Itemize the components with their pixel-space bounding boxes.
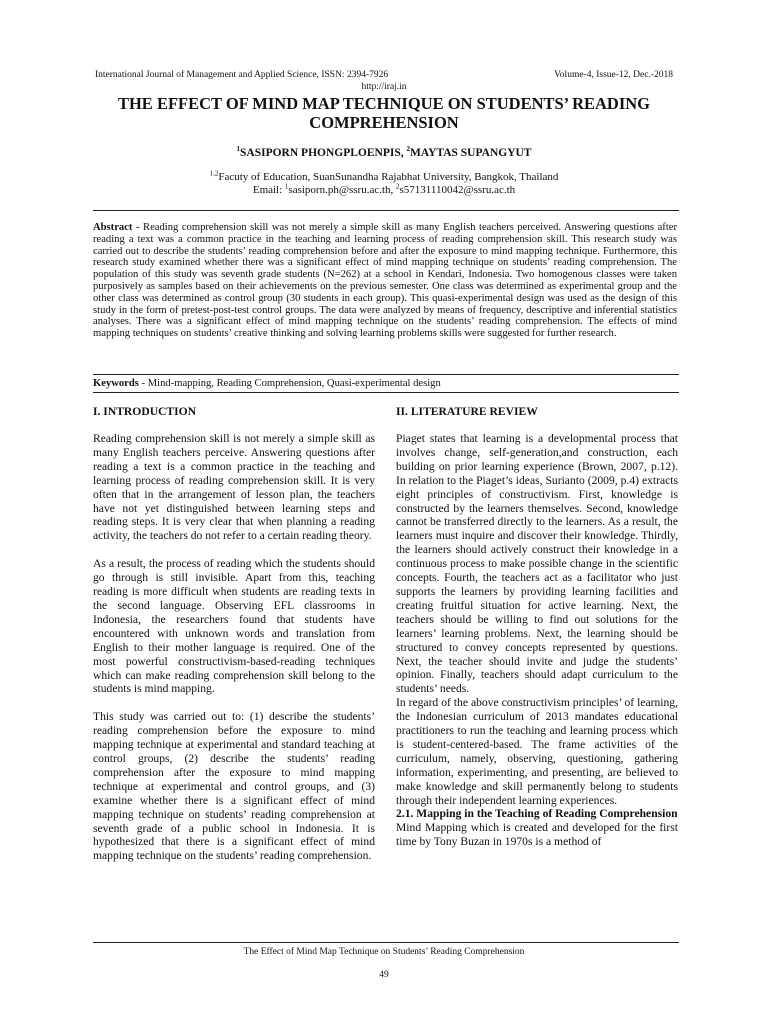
affiliation-text: Facuty of Education, SuanSunandha Rajabhat University, Bangkok, Thailand (218, 171, 559, 183)
author-1-superscript: 1 (236, 145, 241, 154)
abstract (93, 222, 677, 340)
keywords-text: - Mind-mapping, Reading Comprehension, Quasi-experimental design (138, 378, 441, 389)
mapping-subheading: 2.1. Mapping in the Teaching of Reading Comprehension (396, 807, 678, 821)
email-1: sasiporn.ph@ssru.ac.th, (288, 184, 397, 196)
mapping-paragraph: Mind Mapping which is created and developed for the first time by Tony Buzan in 1970s is a method of (396, 821, 678, 849)
author-1: SASIPORN PHONGPLOENPIS, (240, 147, 407, 159)
abstract-top-rule (93, 210, 679, 211)
journal-url: http://iraj.in (361, 82, 407, 92)
running-title-footer: The Effect of Mind Map Technique on Students’ Reading Comprehension (243, 947, 525, 957)
abstract-label: Abstract - (93, 222, 144, 233)
authors (0, 146, 768, 160)
page-number: 49 (379, 970, 389, 980)
email-prefix: Email: (252, 184, 285, 196)
right-column (396, 405, 678, 849)
author-2: MAYTAS SUPANGYUT (409, 147, 532, 159)
keywords (93, 378, 677, 390)
email-2-superscript: 2 (396, 182, 400, 191)
introduction-heading: I. INTRODUCTION (93, 405, 197, 418)
introduction-paragraph-1: Reading comprehension skill is not merely a simple skill as many English teachers perceive. Answering questions after reading a text is a common practice in the teaching and learning process of reading comprehension skill. It is very often that in the arrangement of lesson plan, the teachers have not yet distinguished between learning steps and reading steps. It is very clear that when planning a reading activity, the teachers do not refer to a certain reading theory. (93, 432, 375, 543)
literature-review-heading: II. LITERATURE REVIEW (396, 405, 538, 418)
keywords-top-rule (93, 374, 679, 375)
email-1-superscript: 1 (284, 182, 289, 191)
left-column (93, 405, 375, 863)
journal-header: International Journal of Management and Applied Science, ISSN: 2394-7926 (95, 70, 389, 80)
introduction-paragraph-2: As a result, the process of reading which the students should go through is still invisible. Apart from this, teaching reading is more difficult when students are reading texts in the second language. Observing EFL classrooms in Indonesia, the researchers found that students have encountered with unknown words and translation from English to their mother language is required. One of the most powerful constructivism-based-reading techniques which can make reading comprehension skill belong to the students is mind mapping. (93, 557, 375, 696)
literature-paragraph-1: Piaget states that learning is a developmental process that involves change, self-generation,and construction, each building on prior learning experience (Brown, 2007, p.12). In relation to the Piaget’s ideas, Surianto (2009, p.4) extracts eight principles of constructivism. First, knowledge is constructed by the learners themselves. Second, knowledge cannot be transferred directly to the learners. As a result, the learners must inquire and discover their knowledge. Thirdly, the learners should actively construct their knowledge in a continuous process to make possible change in the scientific concepts. Fourth, the teachers act as a facilitator who just supports the learners by providing learning facilities and creating fruitful situation for active learning. Next, the teachers should be willing to find out solutions for the learners’ learning problems. Next, the learning should be structured to convey concepts represented by questions. Next, the teacher should invite and judge the students’ opinion. Finally, teachers should adapt curriculum to the students’ needs. (396, 432, 678, 696)
affiliation-superscript: 1,2 (209, 169, 219, 178)
footer-rule (93, 942, 679, 943)
literature-paragraph-2: In regard of the above constructivism principles’ of learning, the Indonesian curriculum of 2013 mandates educational practitioners to run the teaching and learning process which is student-centered-based. The frame activities of the curriculum, namely, observing, questioning, gathering information, experimenting, and presenting, are believed to make knowledge and skill permanently belong to students through their independent learning experiences. (396, 696, 678, 807)
author-2-superscript: 2 (406, 145, 410, 154)
abstract-text: Reading comprehension skill was not merely a simple skill as many English teachers perceived. Answering questions after reading a text was a common practice in the teaching and learning process of reading comprehension skill. This research study was carried out to describe the students’ reading comprehension before and after the exposure to mind mapping technique. Furthermore, this research study examined whether there was a significant effect of mind mapping technique on students’ reading comprehension. The population of this study was seventh grade students (N=262) at a school in Kendari, Indonesia. Two homogenous classes were taken purposively as samples based on their achievements on the previous semester. One class was determined as experimental group and the other class was determined as control group (30 students in each group). This quasi-experimental design was used as the design of this study in the form of pretest-post-test control groups. The data were analyzed by means of frequency, descriptive and inferential statistics analyses. There was a significant effect of mind mapping technique on the students’ reading comprehension. The effects of mind mapping techniques on students’ creative thinking and solving learning problems skills were suggested for further research. (93, 222, 677, 340)
email-2: s57131110042@ssru.ac.th (399, 184, 516, 196)
affiliation (0, 171, 768, 184)
email-line (0, 184, 768, 197)
volume-header: Volume-4, Issue-12, Dec.-2018 (554, 70, 673, 80)
paper-title: THE EFFECT OF MIND MAP TECHNIQUE ON STUDENTS’ READING COMPREHENSION (117, 94, 651, 132)
introduction-paragraph-3: This study was carried out to: (1) describe the students’ reading comprehension before the exposure to mind mapping technique at experimental and standard teaching at control groups, (2) describe the students’ reading comprehension after the exposure to mind mapping technique at experimental and control groups, and (3) examine whether there is a significant effect of mind mapping technique on students’ reading comprehension at seventh grade of a public school in Indonesia. It is hypothesized that there is a significant effect of mind mapping technique on the students’ reading comprehension. (93, 710, 375, 863)
keywords-bottom-rule (93, 392, 679, 393)
keywords-label: Keywords (93, 378, 139, 389)
